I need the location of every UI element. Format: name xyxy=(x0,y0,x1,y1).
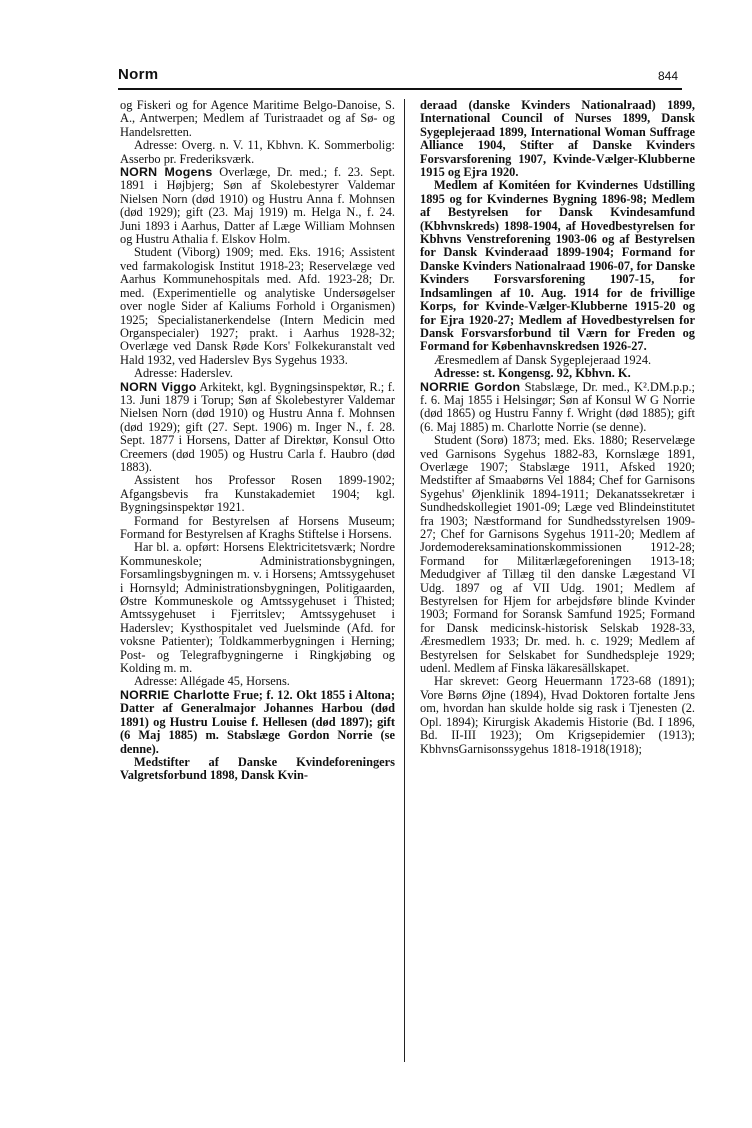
entry-works: Har bl. a. opført: Horsens Elektricitetsværk; Nordre Kommuneskole; Administrationsbygningen, Forsamlingsbygningen m. v. i Horsens; Amtssygehuset i Hornsyld; Administrationsbygningen, Politigaarden, Østre Kommuneskole og Amtssygehuset i Thisted; Amtssygehuset i Fjerritslev; Amtssygehuset i Haderslev; Kysthospitalet ved Juelsminde (Afd. for voksne Patienter); Toldkammerbygningen i Herning; Post- og Telegrafbygningerne i Ringkjøbing og Kolding m. m. xyxy=(120,540,395,676)
running-title: Norm xyxy=(118,66,159,83)
continued-entry-address: Adresse: st. Kongensg. 92, Kbhvn. K. xyxy=(434,366,631,381)
entry-career: Assistent hos Professor Rosen 1899-1902; Afgangsbevis fra Kunstakademiet 1904; kgl. Bygningsinspektør 1921. xyxy=(120,473,395,515)
continued-entry-text: og Fiskeri og for Agence Maritime Belgo-Danoise, S. A., Antwerpen; Medlem af Turistraadet og af Sø- og Handelsretten. xyxy=(120,98,395,139)
entry-norrie-charlotte xyxy=(120,689,395,756)
entry-bio: Stabslæge, Dr. med., K².DM.p.p.; f. 6. Maj 1855 i Helsingør; Søn af Konsul W G Norrie (død 1865) og Hustru Fanny f. Wright (død 1885); gift (6. Maj 1885) m. Charlotte Norrie (se denne). xyxy=(420,379,695,434)
entry-bio: Arkitekt, kgl. Bygningsinspektør, R.; f. 13. Juni 1879 i Torup; Søn af Skolebestyrer Valdemar Nielsen Norn (død 1910) og Hustru Anna f. Mohnsen (død 1929); gift (27. Sept. 1906) m. Inger N., f. 28. Sept. 1877 i Horsens, Datter af Direktør, Konsul Otto Creemers (død 1905) og Hustru Carla f. Haubro (død 1883). xyxy=(120,379,395,474)
entry-writings: Har skrevet: Georg Heuermann 1723-68 (1891); Vore Børns Øjne (1894), Hvad Doktoren fortalte Jens om, hvordan han skulde holde sig rask i Tjenesten (2. Opl. 1894); Kirurgisk Akademis Historie (Bd. I 1896, Bd. II-III 1923); Om Krigsepidemier (1913); KbhvnsGarnisonssygehus 1818-1918(1918); xyxy=(420,674,695,756)
entry-name: NORRIE Charlotte xyxy=(120,687,230,702)
entry-bio: Overlæge, Dr. med.; f. 23. Sept. 1891 i Højbjerg; Søn af Skolebestyrer Valdemar Nielsen Norn (død 1910) og Hustru Anna f. Mohnsen (død 1929); gift (23. Maj 1919) m. Helga N., f. 24. Juni 1893 i Aarhus, Datter af Læge William Mohnsen og Hustru Athalia f. Elskov Holm. xyxy=(120,165,395,247)
continued-entry-text: deraad (danske Kvinders Nationalraad) 1899, International Council of Nurses 1899, Dansk Sygeplejeraad 1899, International Woman Suffrage Alliance 1904, Stifter af Danske Kvinders Forsvarsforening 1907, Kvinde-Vælger-Klubberne 1915 og Ejra 1920. xyxy=(420,98,695,180)
column-divider xyxy=(404,99,405,1062)
page-header xyxy=(118,66,678,88)
continued-entry-honors: Æresmedlem af Dansk Sygeplejeraad 1924. xyxy=(434,352,652,367)
entry-norn-mogens xyxy=(120,166,395,246)
entry-bio: Frue; f. 12. Okt 1855 i Altona; Datter af Generalmajor Johannes Harbou (død 1891) og Hustru Louise f. Hellesen (død 1897); gift (6 Maj 1885) m. Stabslæge Gordon Norrie (se denne). xyxy=(120,687,395,756)
entry-norn-viggo xyxy=(120,381,395,475)
entry-norrie-gordon xyxy=(420,381,695,435)
entry-address: Adresse: Haderslev. xyxy=(134,366,233,381)
entry-name: NORN Mogens xyxy=(120,165,213,180)
entry-address: Adresse: Allégade 45, Horsens. xyxy=(134,674,290,689)
header-rule xyxy=(118,88,682,90)
entry-career: Student (Viborg) 1909; med. Eks. 1916; Assistent ved farmakologisk Institut 1918-23; Reservelæge ved Aarhus Kommunehospitals med. Afd. 1923-28; Dr. med. (Experimentielle og analytiske Undersøgelser over nogle Sider af Kaliums Forhold i Organismen) 1925; Specialistanerkendelse (Intern Medicin med Organspecialer) 1927; prakt. i Aarhus 1928-32; Overlæge ved Dansk Røde Kors' Folkekuranstalt ved Hald 1932, ved Haderslev Bys Sygehus 1933. xyxy=(120,245,395,367)
entry-career: Medstifter af Danske Kvindeforeningers Valgretsforbund 1898, Dansk Kvin- xyxy=(120,754,395,783)
page-number: 844 xyxy=(657,69,678,83)
entry-name: NORRIE Gordon xyxy=(420,379,521,394)
entry-career: Student (Sorø) 1873; med. Eks. 1880; Reservelæge ved Garnisons Sygehus 1882-83, Kornslæge 1891, Overlæge 1907; Stabslæge 1911, Afsked 1920; Medstifter af Smaabørns Vel 1884; Chef for Garnisons Sygehus' Øjenklinik 1894-1911; Dekanatssekretær i Sundhedskollegiet 1901-09; Læge ved Blindeinstitutet fra 1903; Næstformand for Sundhedsstyrelsen 1909-27; Chef for Garnisons Sygehus 1911-20; Medlem af Jordemodereksaminationskommissionen 1912-28; Formand for Militærlægeforeningen 1913-18; Medudgiver af Tillæg til den danske Lægestand VI Udg. 1897 og af VII Udg. 1901; Medlem af Bestyrelsen for Hjem for arbejdsføre blinde Kvinder 1903; Formand for Soransk Samfund 1925; Formand for Dansk medicinsk-historisk Selskab 1928-33, Æresmedlem 1933; Dr. med. h. c. 1929; Medlem af Bestyrelsen for Selskabet for Sundhedspleje 1929; udenl. Medlem af Finska läkaresällskapet. xyxy=(420,433,695,676)
continued-entry-positions: Medlem af Komitéen for Kvindernes Udstilling 1895 og for Kvindernes Bygning 1896-98; Medlem af Bestyrelsen for Dansk Kvindesamfund (Kbhvnskreds) 1898-1904, af Hovedbestyrelsen for Kbhvns Venstreforening 1903-06 og af Bestyrelsen for Dansk Kvinderaad 1899-1904; Formand for Danske Kvinders Nationalraad 1906-07, for Danske Kvinders Forsvarsforening 1907-15, for Indsamlingen af 10. Aug. 1914 for de frivillige Korps, for Kvinde-Vælger-Klubberne 1915-20 og for Ejra 1920-27; Medlem af Hovedbestyrelsen for Dansk Forsvarsforbund til Værn for Freden og Formand for Københavnskredsen 1926-27. xyxy=(420,178,695,354)
left-column xyxy=(120,99,395,783)
entry-name: NORN Viggo xyxy=(120,379,197,394)
right-column xyxy=(420,99,695,756)
entry-positions: Formand for Bestyrelsen af Horsens Museum; Formand for Bestyrelsen af Kraghs Stiftelse i Horsens. xyxy=(120,513,395,541)
continued-entry-address: Adresse: Overg. n. V. 11, Kbhvn. K. Sommerbolig: Asserbo pr. Frederiksværk. xyxy=(120,138,395,166)
